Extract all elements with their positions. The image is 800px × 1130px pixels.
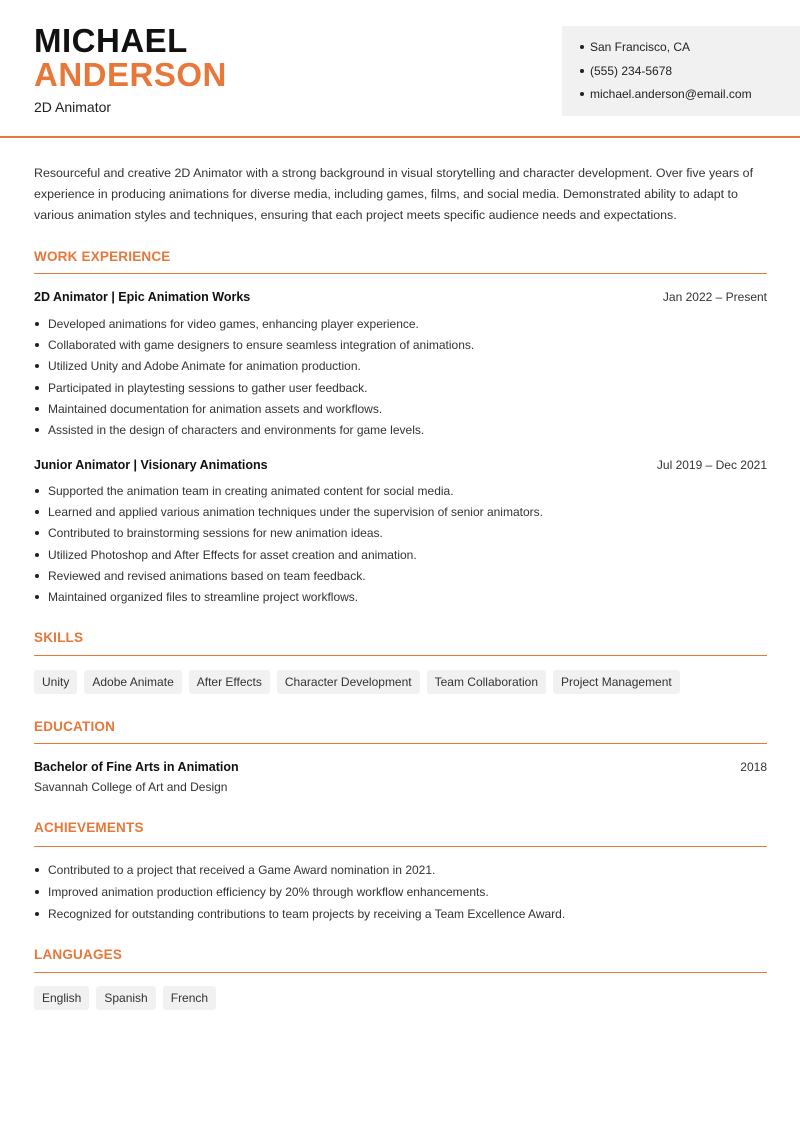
list-item bbox=[34, 504, 774, 525]
section-divider bbox=[34, 972, 767, 973]
bullet-icon bbox=[35, 890, 39, 894]
bullet-text: Supported the animation team in creating animated content for social media. bbox=[48, 484, 454, 498]
bullet-icon bbox=[35, 574, 39, 578]
list-item bbox=[34, 862, 774, 884]
contact-phone bbox=[580, 63, 800, 87]
language-chip: Spanish bbox=[96, 986, 155, 1010]
section-title-skills: SKILLS bbox=[34, 630, 84, 645]
achievements-list bbox=[34, 862, 774, 928]
job-header bbox=[34, 458, 767, 472]
summary-paragraph: Resourceful and creative 2D Animator with a strong background in visual storytelling and character development. Over five years of experience in producing animations for diverse media, including games, films, and social media. Demonstrated ability to adapt to various animation styles and techniques, ensuring that each project meets specific audience needs and expectations. bbox=[34, 166, 754, 222]
bullet-icon bbox=[35, 343, 39, 347]
skill-chip: Adobe Animate bbox=[84, 670, 181, 694]
bullet-icon bbox=[35, 407, 39, 411]
bullet-icon bbox=[35, 531, 39, 535]
bullet-icon bbox=[35, 322, 39, 326]
language-chip: French bbox=[163, 986, 216, 1010]
section-title-achievements: ACHIEVEMENTS bbox=[34, 820, 144, 835]
job-bullets bbox=[34, 316, 774, 443]
bullet-icon bbox=[35, 510, 39, 514]
bullet-icon bbox=[35, 386, 39, 390]
list-item bbox=[34, 483, 774, 504]
job-role: 2D Animator | Epic Animation Works bbox=[34, 290, 251, 304]
degree: Bachelor of Fine Arts in Animation bbox=[34, 760, 239, 774]
bullet-text: Utilized Photoshop and After Effects for asset creation and animation. bbox=[48, 547, 417, 562]
bullet-icon bbox=[35, 364, 39, 368]
bullet-text: Contributed to a project that received a Game Award nomination in 2021. bbox=[48, 863, 436, 877]
bullet-icon bbox=[580, 92, 584, 96]
location-text: San Francisco, CA bbox=[590, 40, 691, 54]
skill-chip: Project Management bbox=[553, 670, 680, 694]
bullet-text: Recognized for outstanding contributions to team projects by receiving a Team Excellence Award. bbox=[48, 907, 566, 921]
list-item bbox=[34, 316, 774, 337]
last-name: ANDERSON bbox=[34, 56, 227, 93]
section-divider bbox=[34, 273, 767, 274]
list-item bbox=[34, 401, 774, 422]
section-divider bbox=[34, 846, 767, 847]
bullet-text: Maintained organized files to streamline project workflows. bbox=[48, 589, 359, 604]
bullet-text: Maintained documentation for animation assets and workflows. bbox=[48, 401, 383, 416]
bullet-icon bbox=[35, 553, 39, 557]
bullet-icon bbox=[35, 595, 39, 599]
list-item bbox=[34, 358, 774, 379]
section-divider bbox=[34, 743, 767, 744]
list-item bbox=[34, 337, 774, 358]
bullet-icon bbox=[580, 69, 584, 73]
job-date: Jan 2022 – Present bbox=[662, 290, 767, 304]
list-item bbox=[34, 906, 774, 928]
section-divider bbox=[34, 655, 767, 656]
job-header bbox=[34, 290, 767, 304]
bullet-text: Improved animation production efficiency by 20% through workflow enhancements. bbox=[48, 885, 489, 899]
list-item bbox=[34, 547, 774, 568]
job-bullets bbox=[34, 483, 774, 610]
school-name: Savannah College of Art and Design bbox=[34, 780, 228, 794]
contact-email[interactable] bbox=[580, 86, 800, 110]
job-role: Junior Animator | Visionary Animations bbox=[34, 458, 268, 472]
bullet-icon bbox=[580, 45, 584, 49]
email-text[interactable]: michael.anderson@email.com bbox=[590, 87, 752, 101]
phone-text: (555) 234-5678 bbox=[590, 63, 673, 78]
section-title-education: EDUCATION bbox=[34, 719, 116, 734]
bullet-text: Contributed to brainstorming sessions for new animation ideas. bbox=[48, 526, 383, 541]
resume-header bbox=[0, 0, 800, 138]
bullet-text: Collaborated with game designers to ensure seamless integration of animations. bbox=[48, 338, 475, 353]
bullet-text: Assisted in the design of characters and environments for game levels. bbox=[48, 422, 425, 437]
bullet-icon bbox=[35, 489, 39, 493]
bullet-icon bbox=[35, 912, 39, 916]
skill-chip: Team Collaboration bbox=[427, 670, 546, 694]
bullet-icon bbox=[35, 428, 39, 432]
contact-location bbox=[580, 39, 800, 63]
section-title-languages: LANGUAGES bbox=[34, 947, 123, 962]
job-date: Jul 2019 – Dec 2021 bbox=[656, 458, 767, 472]
skill-chip: Unity bbox=[34, 670, 77, 694]
list-item bbox=[34, 884, 774, 906]
languages-list bbox=[34, 986, 216, 1010]
education-header bbox=[34, 760, 767, 774]
bullet-text: Learned and applied various animation techniques under the supervision of senior animators. bbox=[48, 505, 543, 520]
job-title: 2D Animator bbox=[34, 99, 112, 115]
skill-chip: Character Development bbox=[277, 670, 420, 694]
first-name: MICHAEL bbox=[34, 22, 188, 59]
bullet-text: Participated in playtesting sessions to gather user feedback. bbox=[48, 380, 368, 395]
language-chip: English bbox=[34, 986, 89, 1010]
list-item bbox=[34, 568, 774, 589]
bullet-text: Developed animations for video games, enhancing player experience. bbox=[48, 317, 419, 331]
list-item bbox=[34, 525, 774, 546]
skills-list bbox=[34, 670, 680, 694]
bullet-icon bbox=[35, 868, 39, 872]
skill-chip: After Effects bbox=[189, 670, 270, 694]
bullet-text: Reviewed and revised animations based on team feedback. bbox=[48, 568, 366, 583]
section-title-work: WORK EXPERIENCE bbox=[34, 249, 171, 264]
list-item bbox=[34, 380, 774, 401]
list-item bbox=[34, 589, 774, 610]
graduation-year: 2018 bbox=[740, 760, 767, 774]
contact-box bbox=[562, 26, 800, 116]
list-item bbox=[34, 422, 774, 443]
bullet-text: Utilized Unity and Adobe Animate for animation production. bbox=[48, 359, 361, 374]
